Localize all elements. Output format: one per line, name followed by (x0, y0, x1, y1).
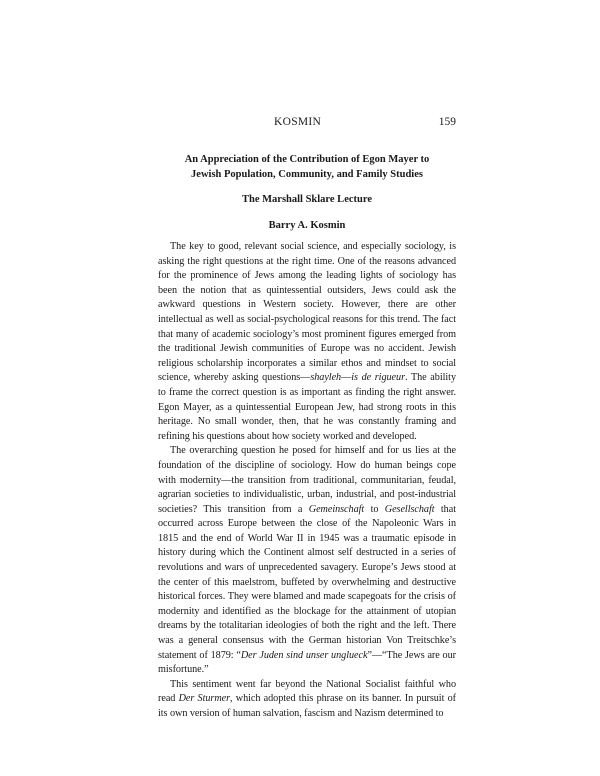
text-segment: The key to good, relevant social science, and especially sociology, is asking the right questions at the right time. One of the reasons advanced for the prominence of Jews among the leading lights of sociology has been the notion that as quintessential outsiders, Jews could ask the awkward questions in Western society. However, there are other intellectual as well as social-psychological reasons for this trend. The fact that many of academic sociology’s most prominent figures emerged from the traditional Jewish communities of Europe was no accident. Jewish religious scholarship incorporates a similar ethos and mindset to social science, whereby asking questions— (158, 241, 456, 384)
text-segment: that occurred across Europe between the close of the Napoleonic Wars in 1815 and the end of World War II in 1945 was a traumatic episode in history during which the Continent almost self destructed in a series of revolutions and wars of unprecedented savagery. Europe’s Jews stood at the center of this maelstrom, buffeted by overwhelming and destructive historical forces. They were blamed and made scapegoats for the crisis of modernity and identified as the blockage for the attainment of utopian dreams by the totalitarian ideologies of both the right and the left. There was a general consensus with the German historian Von Treitschke’s statement of 1879: “ (158, 503, 456, 661)
article-title-line-1: An Appreciation of the Contribution of Egon Mayer to (184, 154, 430, 165)
text-segment-italic: Der Sturmer (178, 693, 231, 705)
text-segment: This sentiment went far beyond the National Socialist faithful who read (158, 678, 456, 705)
text-segment: . The ability to frame the correct question is as important as finding the right answer. Egon Mayer, as a quintessential European Jew, had strong roots in this heritage. No small wonder, then, that he was constantly framing and refining his questions about how society worked and developed. (158, 372, 456, 442)
running-head-author: KOSMIN (274, 116, 322, 128)
text-segment: , which adopted this phrase on its banner. In pursuit of its own version of human salvation, fascism and Nazism determined to (158, 693, 456, 719)
article-title (158, 152, 456, 182)
text-segment: The overarching question he posed for himself and for us lies at the foundation of the discipline of sociology. How do human beings cope with modernity—the transition from traditional, communitarian, feudal, agrarian societies to individualistic, urban, industrial, and post-industrial societies? This transition from a (158, 445, 456, 515)
text-segment: — (341, 372, 352, 384)
lecture-title: The Marshall Sklare Lecture (242, 194, 372, 205)
text-segment-italic: is de rigueur (351, 372, 405, 384)
text-segment-italic: shayleh (310, 372, 342, 384)
text-segment-italic: Gesellschaft (384, 503, 435, 515)
body-text (158, 240, 456, 722)
paragraph-1 (158, 240, 456, 444)
text-segment-italic: Der Juden sind unser unglueck (240, 649, 368, 661)
running-head (158, 116, 456, 132)
author-name: Barry A. Kosmin (268, 220, 346, 231)
paragraph-2 (158, 444, 456, 678)
article-title-line-2: Jewish Population, Community, and Family Studies (191, 169, 423, 180)
paragraph-3 (158, 678, 456, 722)
text-segment: ”—“The Jews are our misfortune.” (158, 649, 456, 676)
text-segment-italic: Gemeinschaft (308, 503, 365, 515)
text-segment: to (364, 503, 385, 515)
page-number: 159 (438, 116, 456, 128)
